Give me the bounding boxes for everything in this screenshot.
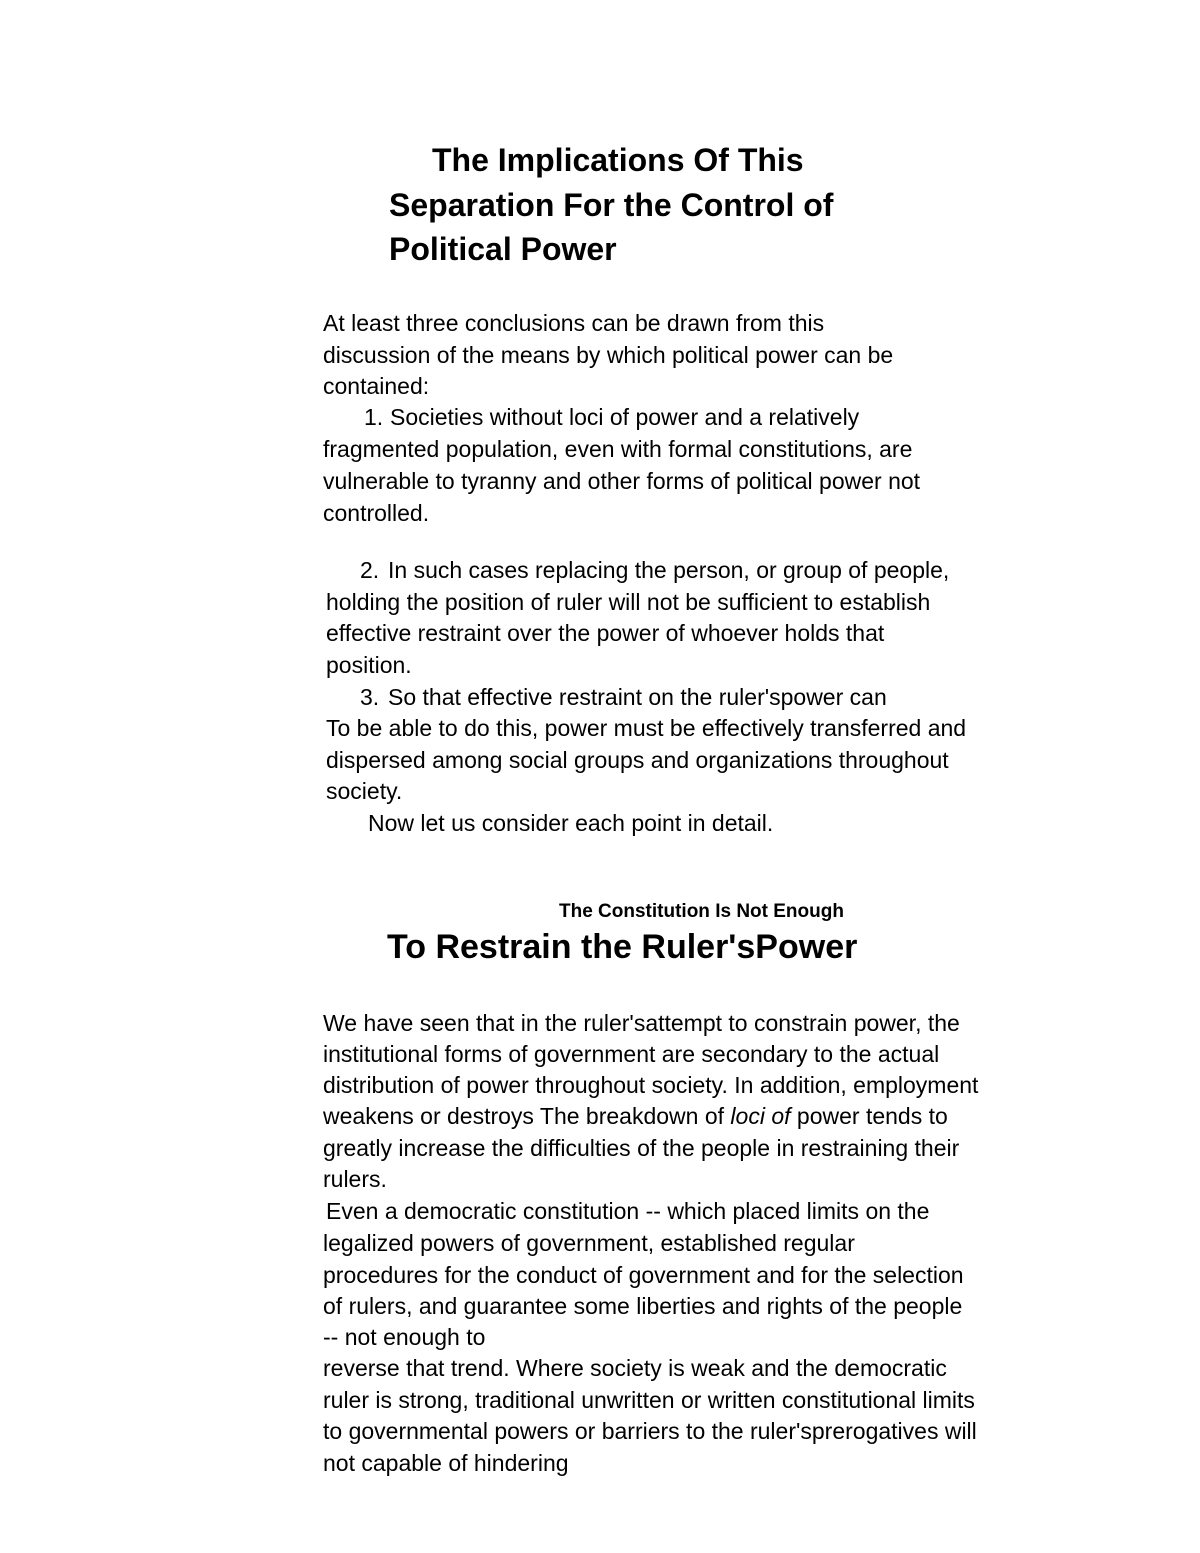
list-item-3-line: To be able to do this, power must be effectively transferred and (326, 715, 967, 741)
list-item-1-line: controlled. (323, 500, 430, 526)
paragraph-1-text: power tends to (790, 1103, 948, 1129)
paragraph-2-line: not capable of hindering (323, 1450, 569, 1476)
paragraph-1-line: greatly increase the difficulties of the people in restraining their (323, 1135, 960, 1161)
list-item-3-line: dispersed among social groups and organizations throughout (326, 747, 949, 773)
paragraph-1-line: institutional forms of government are secondary to the actual (323, 1041, 940, 1067)
paragraph-2-line: legalized powers of government, established regular (323, 1230, 855, 1256)
paragraph-2-line: procedures for the conduct of government and for the selection (323, 1262, 964, 1288)
paragraph-1-line: rulers. (323, 1166, 387, 1192)
intro-line: At least three conclusions can be drawn from this (323, 310, 825, 336)
list-item-3-line: So that effective restraint on the ruler'spower can (388, 684, 887, 710)
page-title-line-3: Political Power (389, 231, 617, 267)
section-subtitle: The Constitution Is Not Enough (559, 901, 844, 922)
list-item-2-line: position. (326, 652, 412, 678)
italic-term: loci of (730, 1103, 791, 1129)
list-number-2: 2. (360, 557, 380, 583)
paragraph-2-line: to governmental powers or barriers to the ruler'sprerogatives will (323, 1418, 977, 1444)
paragraph-1-line: We have seen that in the ruler'sattempt to constrain power, the (323, 1010, 960, 1036)
list-number-1: 1. (364, 404, 384, 430)
list-item-2-line: In such cases replacing the person, or group of people, (388, 557, 950, 583)
section-title: To Restrain the Ruler'sPower (387, 928, 858, 966)
paragraph-2-line: of rulers, and guarantee some liberties and rights of the people (323, 1293, 963, 1319)
list-item-2-line: effective restraint over the power of whoever holds that (326, 620, 885, 646)
paragraph-2-line: ruler is strong, traditional unwritten or written constitutional limits (323, 1387, 975, 1413)
page-title-line-2: Separation For the Control of (389, 187, 834, 223)
list-item-2-line: holding the position of ruler will not be sufficient to establish (326, 589, 931, 615)
paragraph-2-line: reverse that trend. Where society is weak and the democratic (323, 1355, 947, 1381)
intro-line: contained: (323, 373, 430, 399)
list-item-1-line: fragmented population, even with formal constitutions, are (323, 436, 913, 462)
paragraph-2-line: Even a democratic constitution -- which placed limits on the (326, 1198, 930, 1224)
intro-line: discussion of the means by which political power can be (323, 342, 894, 368)
list-item-1-line: vulnerable to tyranny and other forms of political power not (323, 468, 921, 494)
list-item-3-line: society. (326, 778, 403, 804)
paragraph-2-line: -- not enough to (323, 1324, 486, 1350)
paragraph-1-line (323, 1103, 948, 1129)
closing-line: Now let us consider each point in detail. (368, 810, 774, 836)
paragraph-1-text: weakens or destroys The breakdown of (323, 1103, 731, 1129)
paragraph-1-line: distribution of power throughout society. In addition, employment (323, 1072, 979, 1098)
page-title-line-1: The Implications Of This (432, 142, 804, 178)
list-item-1-line: Societies without loci of power and a relatively (390, 404, 860, 430)
list-number-3: 3. (360, 684, 380, 710)
